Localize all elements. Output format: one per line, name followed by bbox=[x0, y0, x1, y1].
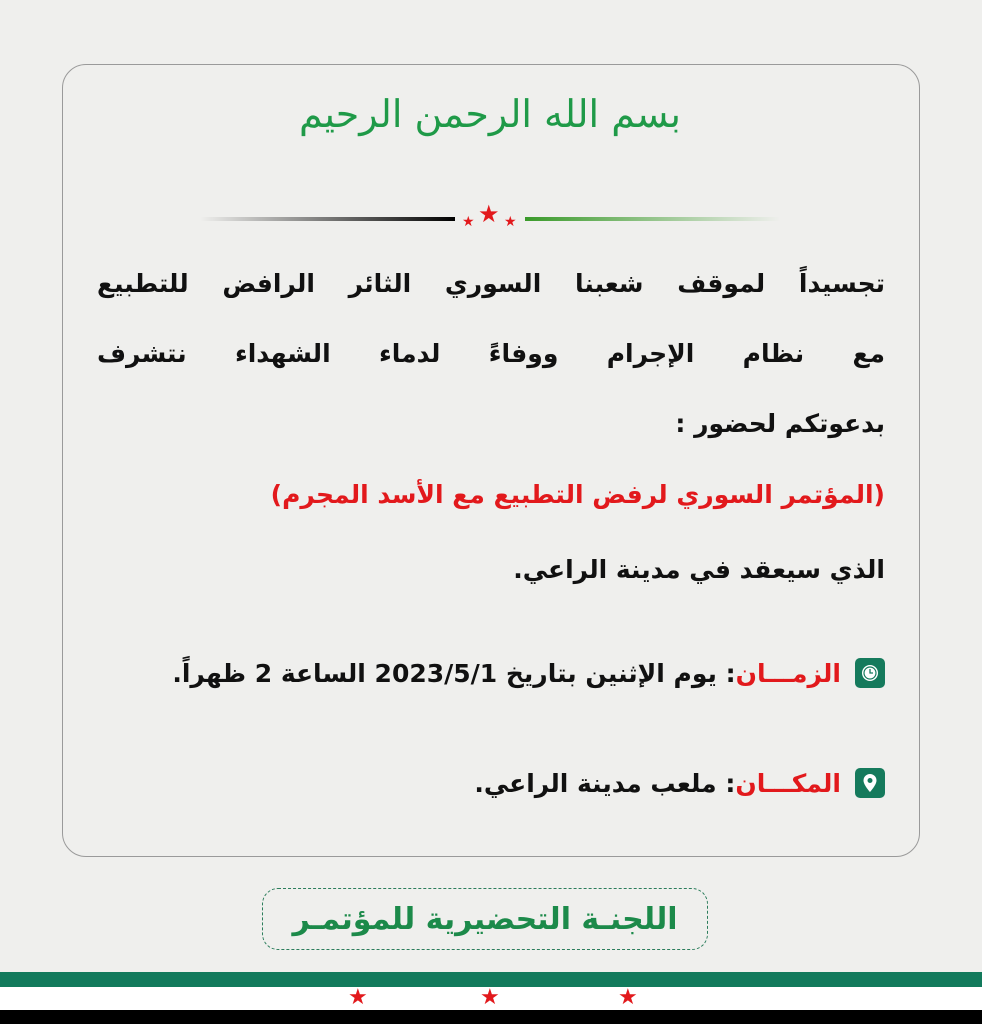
flag-stripe-black bbox=[0, 1010, 982, 1024]
star-icon: ★ bbox=[462, 214, 475, 230]
time-info bbox=[172, 658, 885, 688]
time-label: الزمـــان bbox=[735, 658, 841, 688]
invitation-line-1: تجسيداً لموقف شعبنا السوري الثائر الرافض للتطبيع bbox=[97, 269, 885, 298]
conference-title: (المؤتمر السوري لرفض التطبيع مع الأسد المجرم) bbox=[270, 480, 885, 509]
invitation-line-3: بدعوتكم لحضور : bbox=[675, 409, 885, 438]
place-value: : ملعب مدينة الراعي. bbox=[474, 768, 736, 798]
invitation-card bbox=[62, 64, 920, 857]
flag-divider bbox=[200, 200, 780, 230]
time-value: : يوم الإثنين بتاريخ 2023/5/1 الساعة 2 ظهراً. bbox=[172, 658, 736, 688]
place-label: المكـــان bbox=[735, 768, 841, 798]
star-icon: ★ bbox=[480, 985, 500, 1010]
location-pin-icon bbox=[855, 768, 885, 798]
organizing-committee-badge bbox=[262, 888, 708, 950]
clock-icon bbox=[855, 658, 885, 688]
star-icon: ★ bbox=[478, 200, 500, 228]
venue-city-line: الذي سيعقد في مدينة الراعي. bbox=[513, 555, 885, 584]
star-icon: ★ bbox=[504, 214, 517, 230]
star-icon: ★ bbox=[618, 985, 638, 1010]
basmala-calligraphy: بسم الله الرحمن الرحيم bbox=[299, 92, 681, 136]
place-info bbox=[474, 768, 885, 798]
invitation-line-2: مع نظام الإجرام ووفاءً لدماء الشهداء نتشرف bbox=[97, 339, 885, 368]
star-icon: ★ bbox=[348, 985, 368, 1010]
committee-name: اللجنـة التحضيرية للمؤتمـر bbox=[292, 901, 678, 937]
